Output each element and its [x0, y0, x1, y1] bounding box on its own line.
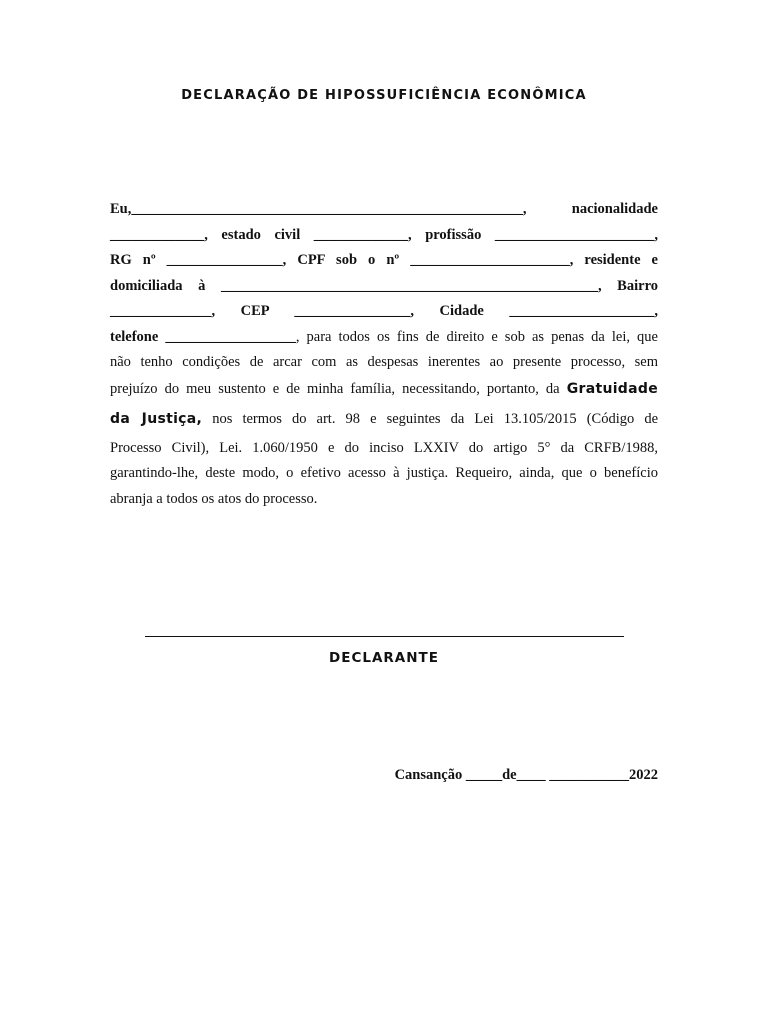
telephone-field: telefone __________________ — [110, 328, 296, 345]
body-line-8-text: prejuízo do meu sustento e de minha família, necessitando, portanto, da — [110, 380, 560, 397]
body-line-10: Processo Civil), Lei. 1.060/1950 e do inciso LXXIV do artigo 5° da CRFB/1988, — [110, 439, 658, 456]
body-line-9 — [110, 403, 658, 436]
body-line-1 — [110, 197, 658, 223]
body-line-8 — [110, 376, 658, 403]
body-line-5: ______________, CEP ________________, Cidade ____________________, — [110, 303, 658, 319]
declaration-body — [110, 197, 658, 512]
document-title: DECLARAÇÃO DE HIPOSSUFICIÊNCIA ECONÔMICA — [181, 88, 587, 103]
signature-line — [145, 636, 624, 637]
body-line-3: RG nº ________________, CPF sob o nº ______________________, residente e — [110, 252, 658, 268]
body-line-9-text: nos termos do art. 98 e seguintes da Lei 13.105/2015 (Código de — [212, 410, 658, 427]
declarante-label: DECLARANTE — [329, 650, 439, 666]
body-line-2: _____________, estado civil _____________, profissão ______________________, — [110, 226, 658, 243]
place-date-line: Cansanção _____de____ ___________2022 — [394, 767, 658, 783]
nationality-field: nacionalidade — [571, 201, 658, 217]
gratuidade-emphasis: Gratuidade — [566, 380, 658, 397]
name-field: Eu,______________________________________________________, — [110, 201, 527, 217]
body-line-7: não tenho condições de arcar com as despesas inerentes ao presente processo, sem — [110, 354, 658, 370]
justica-emphasis: da Justiça, — [110, 410, 203, 427]
body-line-4: domiciliada à ____________________________________________________, Bairro — [110, 277, 658, 294]
body-line-6 — [110, 325, 658, 351]
body-line-12: abranja a todos os atos do processo. — [110, 490, 318, 507]
body-line-6-text: , para todos os fins de direito e sob as penas da lei, que — [295, 328, 658, 345]
body-line-11: garantindo-lhe, deste modo, o efetivo acesso à justiça. Requeiro, ainda, que o benefício — [110, 465, 658, 481]
